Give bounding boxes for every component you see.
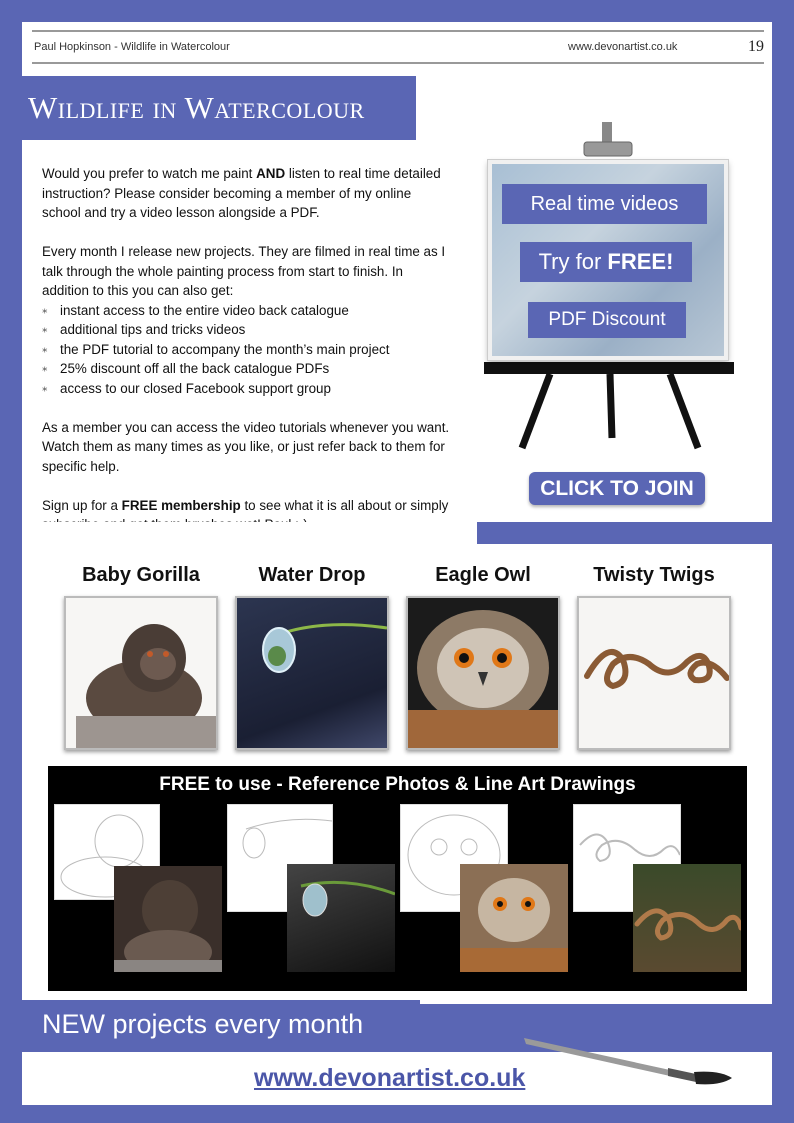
page-panel-gap xyxy=(22,522,477,544)
list-item: ⁎ 25% discount off all the back catalogue PDFs xyxy=(42,359,452,379)
project-thumb-twisty-twigs[interactable] xyxy=(577,596,731,750)
gorilla-photo-icon xyxy=(114,866,222,972)
list-item: ⁎ access to our closed Facebook support group xyxy=(42,379,452,399)
easel-canvas xyxy=(488,160,728,360)
eagle-owl-image xyxy=(408,598,558,748)
easel-graphic xyxy=(480,120,740,460)
gorilla-image xyxy=(66,598,216,748)
project-thumb-eagle-owl[interactable] xyxy=(406,596,560,750)
reference-panel-title: FREE to use - Reference Photos & Line Art Drawings xyxy=(159,774,636,795)
real-time-videos-button[interactable]: Real time videos xyxy=(502,184,707,224)
intro-paragraph-4: Sign up for a FREE membership to see what it is all about or simply xyxy=(42,497,449,513)
try-free-button[interactable]: Try for FREE! xyxy=(520,242,692,282)
page-header xyxy=(32,30,764,64)
project-title-water-drop: Water Drop xyxy=(258,564,366,586)
reference-panel xyxy=(48,766,747,991)
new-projects-banner: NEW projects every month xyxy=(22,1000,420,1052)
project-thumb-baby-gorilla[interactable] xyxy=(64,596,218,750)
twisty-twigs-photo-icon xyxy=(633,864,741,972)
ref-photo-twisty-twigs[interactable] xyxy=(633,864,741,972)
ref-photo-eagle-owl[interactable] xyxy=(460,864,568,972)
header-author-title: Paul Hopkinson - Wildlife in Watercolour xyxy=(34,41,230,53)
intro-text xyxy=(42,164,452,554)
ref-photo-gorilla[interactable] xyxy=(114,866,222,972)
page-title: Wildlife in Watercolour xyxy=(22,76,416,140)
eagle-owl-photo-icon xyxy=(460,864,568,972)
project-title-twisty-twigs: Twisty Twigs xyxy=(593,564,715,586)
project-title-baby-gorilla: Baby Gorilla xyxy=(82,564,200,586)
benefits-list xyxy=(42,301,452,399)
page-number: 19 xyxy=(748,38,764,55)
list-item: ⁎ additional tips and tricks videos xyxy=(42,320,452,340)
project-thumb-water-drop[interactable] xyxy=(235,596,389,750)
water-drop-photo-icon xyxy=(287,864,395,972)
twisty-twigs-image xyxy=(579,598,729,748)
list-item: ⁎ instant access to the entire video back catalogue xyxy=(42,301,452,321)
pdf-discount-button[interactable]: PDF Discount xyxy=(528,302,686,338)
intro-paragraph-1: Would you prefer to watch me paint AND listen to real time detailed instruction? Please consider becoming a member of my online school and try a video lesson alongside a PDF. xyxy=(42,166,441,220)
ref-photo-water-drop[interactable] xyxy=(287,864,395,972)
project-title-eagle-owl: Eagle Owl xyxy=(435,564,531,586)
water-drop-image xyxy=(237,598,387,748)
intro-paragraph-2: Every month I release new projects. They are filmed in real time as I talk through the whole painting process from start to finish. In addition to this you can also get: xyxy=(42,244,446,298)
list-item: ⁎ the PDF tutorial to accompany the month’s main project xyxy=(42,340,452,360)
click-to-join-button[interactable]: CLICK TO JOIN xyxy=(529,472,705,505)
footer-website-link[interactable]: www.devonartist.co.uk xyxy=(254,1064,526,1092)
paintbrush-icon xyxy=(520,1034,740,1090)
intro-paragraph-3: As a member you can access the video tutorials whenever you want. Watch them as many times as you like, or just refer back to them for specific help. xyxy=(42,419,450,474)
header-website[interactable]: www.devonartist.co.uk xyxy=(568,41,678,53)
